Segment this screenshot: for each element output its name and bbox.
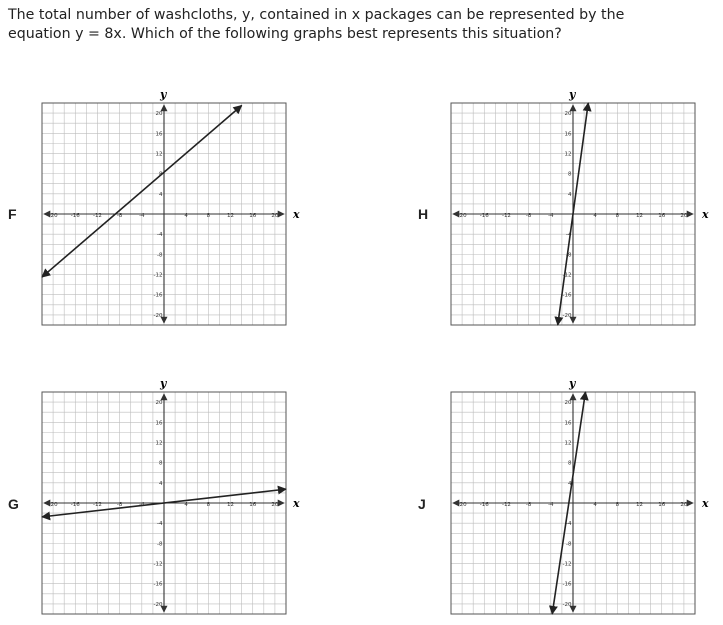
choice-letter-h: H xyxy=(418,206,429,222)
x-tick-label: -12 xyxy=(501,502,511,508)
x-tick-label: -20 xyxy=(457,502,467,508)
y-tick-label: 4 xyxy=(568,191,572,198)
question-text xyxy=(8,6,713,44)
y-tick-label: 20 xyxy=(564,400,572,407)
y-tick-label: 20 xyxy=(155,111,163,118)
y-axis-label: y xyxy=(160,377,167,390)
y-tick-label: -16 xyxy=(153,581,163,588)
x-tick-label: 12 xyxy=(227,213,235,219)
y-tick-label: 12 xyxy=(564,151,572,158)
y-tick-label: 12 xyxy=(155,151,163,158)
x-tick-label: 8 xyxy=(206,213,211,219)
x-tick-label: -4 xyxy=(139,502,145,508)
x-tick-label: 16 xyxy=(658,213,666,219)
x-axis-label: x xyxy=(293,497,300,510)
y-axis-label: y xyxy=(569,88,576,101)
y-tick-label: 16 xyxy=(155,131,163,138)
x-tick-label: 16 xyxy=(249,502,257,508)
choice-letter-j: J xyxy=(418,496,426,512)
x-axis-label: x xyxy=(702,208,709,221)
y-tick-label: -4 xyxy=(566,232,572,239)
choice-letter-g: G xyxy=(8,496,19,512)
x-tick-label: 4 xyxy=(184,502,188,508)
graph-f xyxy=(42,88,300,325)
x-tick-label: 12 xyxy=(636,213,644,219)
y-tick-label: -8 xyxy=(157,541,163,548)
y-tick-label: -4 xyxy=(566,521,572,528)
x-tick-label: 4 xyxy=(184,213,188,219)
x-tick-label: -4 xyxy=(548,502,554,508)
y-tick-label: 8 xyxy=(159,171,163,178)
x-tick-label: 8 xyxy=(615,502,620,508)
y-tick-label: -8 xyxy=(157,252,163,259)
x-tick-label: -16 xyxy=(479,213,489,219)
y-tick-label: 4 xyxy=(159,480,163,487)
y-tick-label: 4 xyxy=(159,191,163,198)
x-tick-label: -20 xyxy=(48,502,58,508)
x-tick-label: -16 xyxy=(70,213,80,219)
x-tick-label: -20 xyxy=(48,213,58,219)
x-tick-label: -4 xyxy=(548,213,554,219)
y-tick-label: -20 xyxy=(562,312,572,319)
x-tick-label: 8 xyxy=(206,502,211,508)
x-tick-label: 20 xyxy=(271,502,279,508)
x-tick-label: -16 xyxy=(479,502,489,508)
x-tick-label: -4 xyxy=(139,213,145,219)
y-tick-label: -16 xyxy=(153,292,163,299)
y-tick-label: 4 xyxy=(568,480,572,487)
x-tick-label: 4 xyxy=(593,213,597,219)
x-tick-label: 8 xyxy=(615,213,620,219)
graph-h xyxy=(451,88,709,325)
y-tick-label: -20 xyxy=(153,312,163,319)
x-tick-label: -8 xyxy=(116,213,123,219)
y-tick-label: -16 xyxy=(562,581,572,588)
x-tick-label: 4 xyxy=(593,502,597,508)
x-tick-label: 20 xyxy=(680,213,688,219)
y-axis-label: y xyxy=(160,88,167,101)
x-tick-label: -8 xyxy=(116,502,123,508)
y-tick-label: 16 xyxy=(155,420,163,427)
y-tick-label: -4 xyxy=(157,232,163,239)
y-tick-label: 8 xyxy=(568,460,572,467)
x-axis-label: x xyxy=(702,497,709,510)
y-tick-label: -20 xyxy=(562,601,572,608)
x-tick-label: -8 xyxy=(525,502,532,508)
x-tick-label: -16 xyxy=(70,502,80,508)
y-axis-label: y xyxy=(569,377,576,390)
x-tick-label: 12 xyxy=(636,502,644,508)
x-tick-label: 20 xyxy=(271,213,279,219)
x-axis-label: x xyxy=(293,208,300,221)
y-tick-label: -12 xyxy=(562,272,572,279)
y-tick-label: -12 xyxy=(153,272,163,279)
y-tick-label: 8 xyxy=(159,460,163,467)
x-tick-label: -20 xyxy=(457,213,467,219)
graph-g xyxy=(42,377,300,614)
graph-j xyxy=(451,377,709,614)
y-tick-label: 20 xyxy=(155,400,163,407)
x-tick-label: -8 xyxy=(525,213,532,219)
x-tick-label: 12 xyxy=(227,502,235,508)
y-tick-label: -20 xyxy=(153,601,163,608)
question-line-1: The total number of washcloths, y, contained in x packages can be represented by the xyxy=(8,7,625,23)
y-tick-label: -8 xyxy=(566,541,572,548)
choice-letter-f: F xyxy=(8,206,17,222)
y-tick-label: -4 xyxy=(157,521,163,528)
y-tick-label: 8 xyxy=(568,171,572,178)
y-tick-label: 20 xyxy=(564,111,572,118)
x-tick-label: 16 xyxy=(249,213,257,219)
y-tick-label: 16 xyxy=(564,131,572,138)
y-tick-label: -12 xyxy=(153,561,163,568)
x-tick-label: -12 xyxy=(501,213,511,219)
y-tick-label: -16 xyxy=(562,292,572,299)
y-tick-label: -8 xyxy=(566,252,572,259)
y-tick-label: -12 xyxy=(562,561,572,568)
x-tick-label: 16 xyxy=(658,502,666,508)
y-tick-label: 16 xyxy=(564,420,572,427)
y-tick-label: 12 xyxy=(564,440,572,447)
y-tick-label: 12 xyxy=(155,440,163,447)
x-tick-label: -12 xyxy=(92,502,102,508)
question-line-2: equation y = 8x. Which of the following graphs best represents this situation? xyxy=(8,26,562,42)
x-tick-label: -12 xyxy=(92,213,102,219)
x-tick-label: 20 xyxy=(680,502,688,508)
